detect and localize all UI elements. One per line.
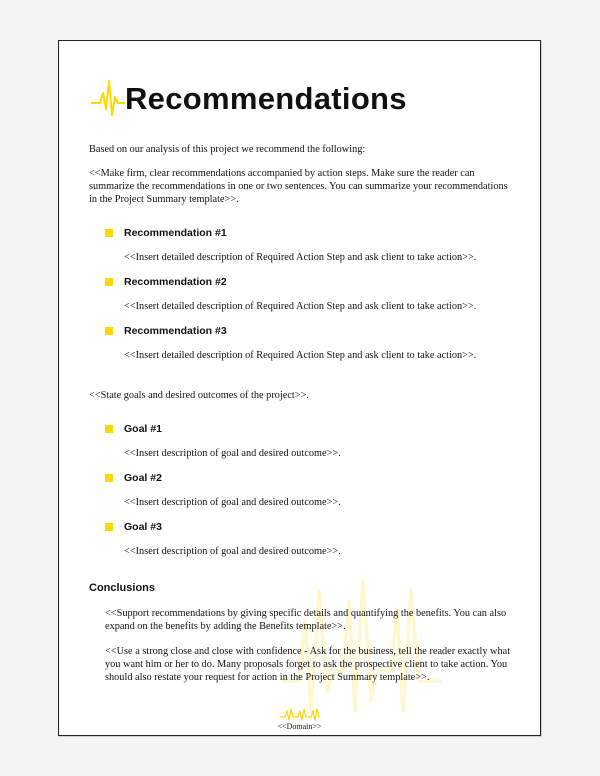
goal-title: Goal #1 — [124, 423, 162, 435]
heartbeat-pulse-icon — [91, 75, 125, 121]
goal-item — [105, 422, 525, 460]
recommendation-description: <<Insert detailed description of Required Action Step and ask client to take action>>. — [124, 252, 477, 263]
goal-item — [105, 520, 525, 558]
goal-title: Goal #3 — [124, 521, 162, 533]
goal-title: Goal #2 — [124, 472, 162, 484]
recommendation-item — [105, 324, 525, 362]
title-row — [91, 75, 407, 121]
conclusion-paragraph: <<Use a strong close and close with confidence - Ask for the business, tell the reader exactly what you want him or her to do. Many proposals forget to ask the prospective client to take action. You should also restate your request for action in the Project Summary template>>. — [105, 646, 511, 683]
heartbeat-pulse-icon — [280, 707, 320, 721]
bullet-square-icon — [105, 474, 113, 482]
intro-text: Based on our analysis of this project we recommend the following: — [89, 144, 366, 155]
instruction-text: <<Make firm, clear recommendations accompanied by action steps. Make sure the reader can summarize the recommendations in one or two sentences. You can summarize your recommendations in the Project Summary template>>. — [89, 168, 508, 205]
bullet-square-icon — [105, 425, 113, 433]
recommendation-item — [105, 226, 525, 264]
goal-description: <<Insert description of goal and desired outcome>>. — [124, 497, 341, 508]
goal-description: <<Insert description of goal and desired outcome>>. — [124, 546, 341, 557]
page-footer — [59, 707, 540, 731]
recommendation-title: Recommendation #2 — [124, 276, 227, 288]
goal-item — [105, 471, 525, 509]
recommendation-description: <<Insert detailed description of Required Action Step and ask client to take action>>. — [124, 350, 477, 361]
recommendation-description: <<Insert detailed description of Required Action Step and ask client to take action>>. — [124, 301, 477, 312]
recommendation-item — [105, 275, 525, 313]
goal-description: <<Insert description of goal and desired outcome>>. — [124, 448, 341, 459]
goals-intro-text: <<State goals and desired outcomes of the project>>. — [89, 390, 309, 401]
footer-domain: <<Domain>> — [277, 722, 322, 731]
bullet-square-icon — [105, 327, 113, 335]
bullet-square-icon — [105, 229, 113, 237]
bullet-square-icon — [105, 278, 113, 286]
conclusions-heading: Conclusions — [89, 582, 156, 594]
recommendation-title: Recommendation #3 — [124, 325, 227, 337]
heartbeat-watermark-icon — [281, 561, 441, 721]
recommendation-title: Recommendation #1 — [124, 227, 227, 239]
conclusion-paragraph: <<Support recommendations by giving specific details and quantifying the benefits. You can also expand on the benefits by adding the Benefits template>>. — [105, 608, 507, 632]
bullet-square-icon — [105, 523, 113, 531]
page-title: Recommendations — [125, 80, 407, 116]
document-page — [58, 40, 541, 736]
